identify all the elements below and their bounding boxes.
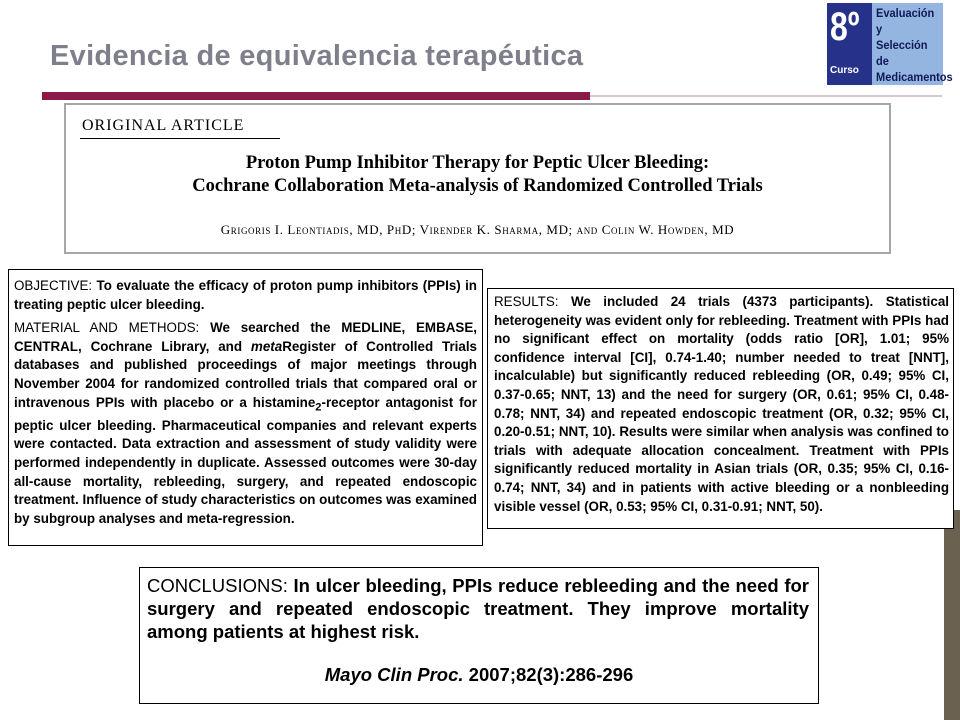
results-label: RESULTS: <box>494 294 559 309</box>
logo-line-1: Evaluación y <box>876 6 935 36</box>
methods-meta: meta <box>250 338 283 354</box>
title-accent-rule <box>42 92 590 100</box>
objective-label: OBJECTIVE: <box>14 278 93 293</box>
logo-line-2: Selección de <box>876 38 928 68</box>
objective-paragraph <box>14 277 477 314</box>
conclusions-paragraph <box>147 574 809 643</box>
objective-text: To evaluate the efficacy of proton pump inhibitors (PPIs) in treating peptic ulcer bleeding. <box>14 278 477 312</box>
article-header <box>64 103 891 254</box>
article-kind: ORIGINAL ARTICLE <box>82 117 245 134</box>
conclusions-text: In ulcer bleeding, PPIs reduce rebleeding and the need for surgery and repeated endoscopic treatment. They improve mortality among patients at highest risk. <box>147 575 810 642</box>
slide-title: Evidencia de equivalencia terapéutica <box>50 40 584 72</box>
article-title-line-2: Cochrane Collaboration Meta-analysis of Randomized Controlled Trials <box>192 176 763 196</box>
course-logo <box>827 3 953 85</box>
logo-line-3: Medicamentos <box>876 70 953 84</box>
objective-methods-box <box>8 269 483 546</box>
article-authors: Grigoris I. Leontiadis, MD, PhD; Virender K. Sharma, MD; and Colin W. Howden, MD <box>220 222 735 237</box>
methods-paragraph <box>14 319 477 528</box>
results-text: We included 24 trials (4373 participants). Statistical heterogeneity was evident only for rebleeding. Treatment with PPIs had no significant effect on mortality (odds ratio [OR], 1.01; 95% confidence interval [CI], 0.74-1.40; number needed to treat [NNT], incalculable) but significantly reduced rebleeding (OR, 0.49; 95% CI, 0.37-0.65; NNT, 13) and the need for surgery (OR, 0.61; 95% CI, 0.48-0.78; NNT, 34) and repeated endoscopic treatment (OR, 0.32; 95% CI, 0.20-0.51; NNT, 10). Results were similar when analysis was confined to trials with adequate allocation concealment. Treatment with PPIs significantly reduced mortality in Asian trials (OR, 0.35; 95% CI, 0.16-0.74; NNT, 34) and in patients with active bleeding or a nonbleeding visible vessel (OR, 0.53; 95% CI, 0.31-0.91; NNT, 50). <box>494 294 949 514</box>
title-thin-rule <box>590 95 942 97</box>
article-kind-underline <box>80 138 280 139</box>
methods-text-b: Register of Controlled Trials databases and published proceedings of major meetings through November 2004 for randomized controlled trials that compared oral or intravenous PPIs with placebo or a histamine <box>14 338 477 410</box>
logo-course-number: 8º <box>830 5 860 49</box>
citation <box>140 664 818 686</box>
methods-text-c: -receptor antagonist for peptic ulcer bleeding. Pharmaceutical companies and relevant experts were contacted. Data extraction and assessment of study validity were performed independently in duplicate. Assessed outcomes were 30-day all-cause mortality, rebleeding, surgery, and repeated endoscopic treatment. Influence of study characteristics on outcomes was examined by subgroup analyses and meta-regression. <box>14 394 477 526</box>
article-title-line-1: Proton Pump Inhibitor Therapy for Peptic Ulcer Bleeding: <box>245 153 710 173</box>
results-paragraph <box>494 293 949 516</box>
side-decoration-bar <box>944 510 960 720</box>
conclusions-box <box>139 567 819 704</box>
results-box <box>487 288 954 529</box>
methods-label: MATERIAL AND METHODS: <box>14 320 200 336</box>
citation-details: 2007;82(3):286-296 <box>463 664 634 685</box>
methods-text <box>14 320 477 526</box>
methods-text-a: We searched the MEDLINE, EMBASE, CENTRAL, Cochrane Library, and <box>14 320 477 354</box>
logo-course-label: Curso <box>830 65 859 76</box>
citation-journal: Mayo Clin Proc. <box>324 664 464 685</box>
logo-text <box>876 5 953 85</box>
methods-subscript: 2 <box>315 401 322 414</box>
conclusions-label: CONCLUSIONS: <box>147 575 288 596</box>
